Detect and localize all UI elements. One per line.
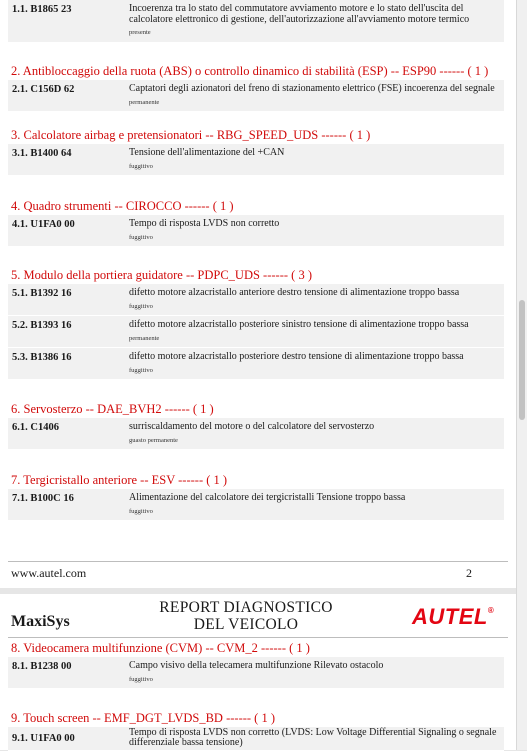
- dtc-status: guasto permanente: [129, 437, 178, 444]
- table-row: [8, 348, 504, 380]
- dtc-status: presente: [129, 29, 151, 36]
- table-row: [8, 215, 504, 247]
- dtc-description: Tempo di risposta LVDS non corretto (LVDS: Low Voltage Differential Signaling o segnale differenziale bassa tensione): [129, 727, 497, 748]
- dtc-code: 8.1. B1238 00: [12, 661, 72, 672]
- table-row: [8, 284, 504, 316]
- dtc-code: 5.2. B1393 16: [12, 320, 72, 331]
- section-title: 2. Antibloccaggio della ruota (ABS) o controllo dinamico di stabilità (ESP) -- ESP90 ------ ( 1 ): [11, 64, 489, 78]
- dtc-code: 5.3. B1386 16: [12, 352, 72, 363]
- vertical-scrollbar[interactable]: [516, 0, 527, 750]
- dtc-status: fuggitivo: [129, 367, 153, 374]
- section-title: 9. Touch screen -- EMF_DGT_LVDS_BD ------ ( 1 ): [11, 711, 276, 725]
- dtc-status: fuggitivo: [129, 508, 153, 515]
- dtc-status: fuggitivo: [129, 676, 153, 683]
- dtc-description: Campo visivo della telecamera multifunzione Rilevato ostacolo: [129, 660, 384, 671]
- page-number: 2: [466, 566, 472, 580]
- section-title: 4. Quadro strumenti -- CIROCCO ------ ( 1 ): [11, 199, 234, 213]
- report-title: REPORT DIAGNOSTICO DEL VEICOLO: [159, 599, 333, 633]
- dtc-description: surriscaldamento del motore o del calcolatore del servosterzo: [129, 421, 375, 432]
- dtc-description: difetto motore alzacristallo posteriore destro tensione di alimentazione troppo bassa: [129, 351, 464, 362]
- report-page-2: [0, 594, 516, 750]
- footer-divider: [8, 561, 508, 562]
- table-row: [8, 0, 504, 43]
- table-row: [8, 316, 504, 348]
- table-row: [8, 144, 504, 176]
- section-title: 8. Videocamera multifunzione (CVM) -- CVM_2 ------ ( 1 ): [11, 641, 310, 655]
- dtc-code: 4.1. U1FA0 00: [12, 219, 75, 230]
- dtc-code: 5.1. B1392 16: [12, 288, 72, 299]
- section-title: 6. Servosterzo -- DAE_BVH2 ------ ( 1 ): [11, 402, 214, 416]
- dtc-status: fuggitivo: [129, 163, 153, 170]
- dtc-status: fuggitivo: [129, 234, 153, 241]
- table-row: [8, 489, 504, 521]
- dtc-code: 1.1. B1865 23: [12, 4, 72, 15]
- dtc-status: permanente: [129, 99, 160, 106]
- dtc-code: 9.1. U1FA0 00: [12, 733, 75, 744]
- header-divider: [8, 637, 508, 638]
- dtc-description: Incoerenza tra lo stato del commutatore avviamento motore e lo stato dell'uscita del calcolatore elettronico di gestione, dell'autorizzazione all'avviamento motore termico: [129, 3, 470, 25]
- dtc-description: Tempo di risposta LVDS non corretto: [129, 218, 280, 229]
- table-row: [8, 657, 504, 689]
- autel-logo: AUTEL®: [412, 604, 495, 629]
- dtc-status: fuggitivo: [129, 303, 153, 310]
- dtc-description: Tensione dell'alimentazione del +CAN: [129, 147, 285, 158]
- dtc-description: difetto motore alzacristallo posteriore sinistro tensione di alimentazione troppo bassa: [129, 319, 469, 330]
- dtc-code: 6.1. C1406: [12, 422, 59, 433]
- dtc-code: 3.1. B1400 64: [12, 148, 72, 159]
- dtc-status: permanente: [129, 335, 160, 342]
- table-row: [8, 418, 504, 450]
- brand-name: MaxiSys: [11, 613, 70, 630]
- dtc-description: Alimentazione del calcolatore dei tergicristalli Tensione troppo bassa: [129, 492, 406, 503]
- dtc-code: 2.1. C156D 62: [12, 84, 75, 95]
- dtc-description: difetto motore alzacristallo anteriore destro tensione di alimentazione troppo bassa: [129, 287, 460, 298]
- registered-mark: ®: [487, 606, 495, 615]
- dtc-description: Captatori degli azionatori del freno di stazionamento elettrico (FSE) incoerenza del segnale: [129, 83, 495, 94]
- table-row: [8, 80, 504, 112]
- section-title: 3. Calcolatore airbag e pretensionatori -- RBG_SPEED_UDS ------ ( 1 ): [11, 128, 371, 142]
- scrollbar-thumb[interactable]: [519, 300, 525, 420]
- footer-url: www.autel.com: [11, 566, 87, 580]
- dtc-code: 7.1. B100C 16: [12, 493, 74, 504]
- section-title: 5. Modulo della portiera guidatore -- PDPC_UDS ------ ( 3 ): [11, 268, 312, 282]
- table-row: [8, 727, 504, 751]
- section-title: 7. Tergicristallo anteriore -- ESV ------ ( 1 ): [11, 473, 228, 487]
